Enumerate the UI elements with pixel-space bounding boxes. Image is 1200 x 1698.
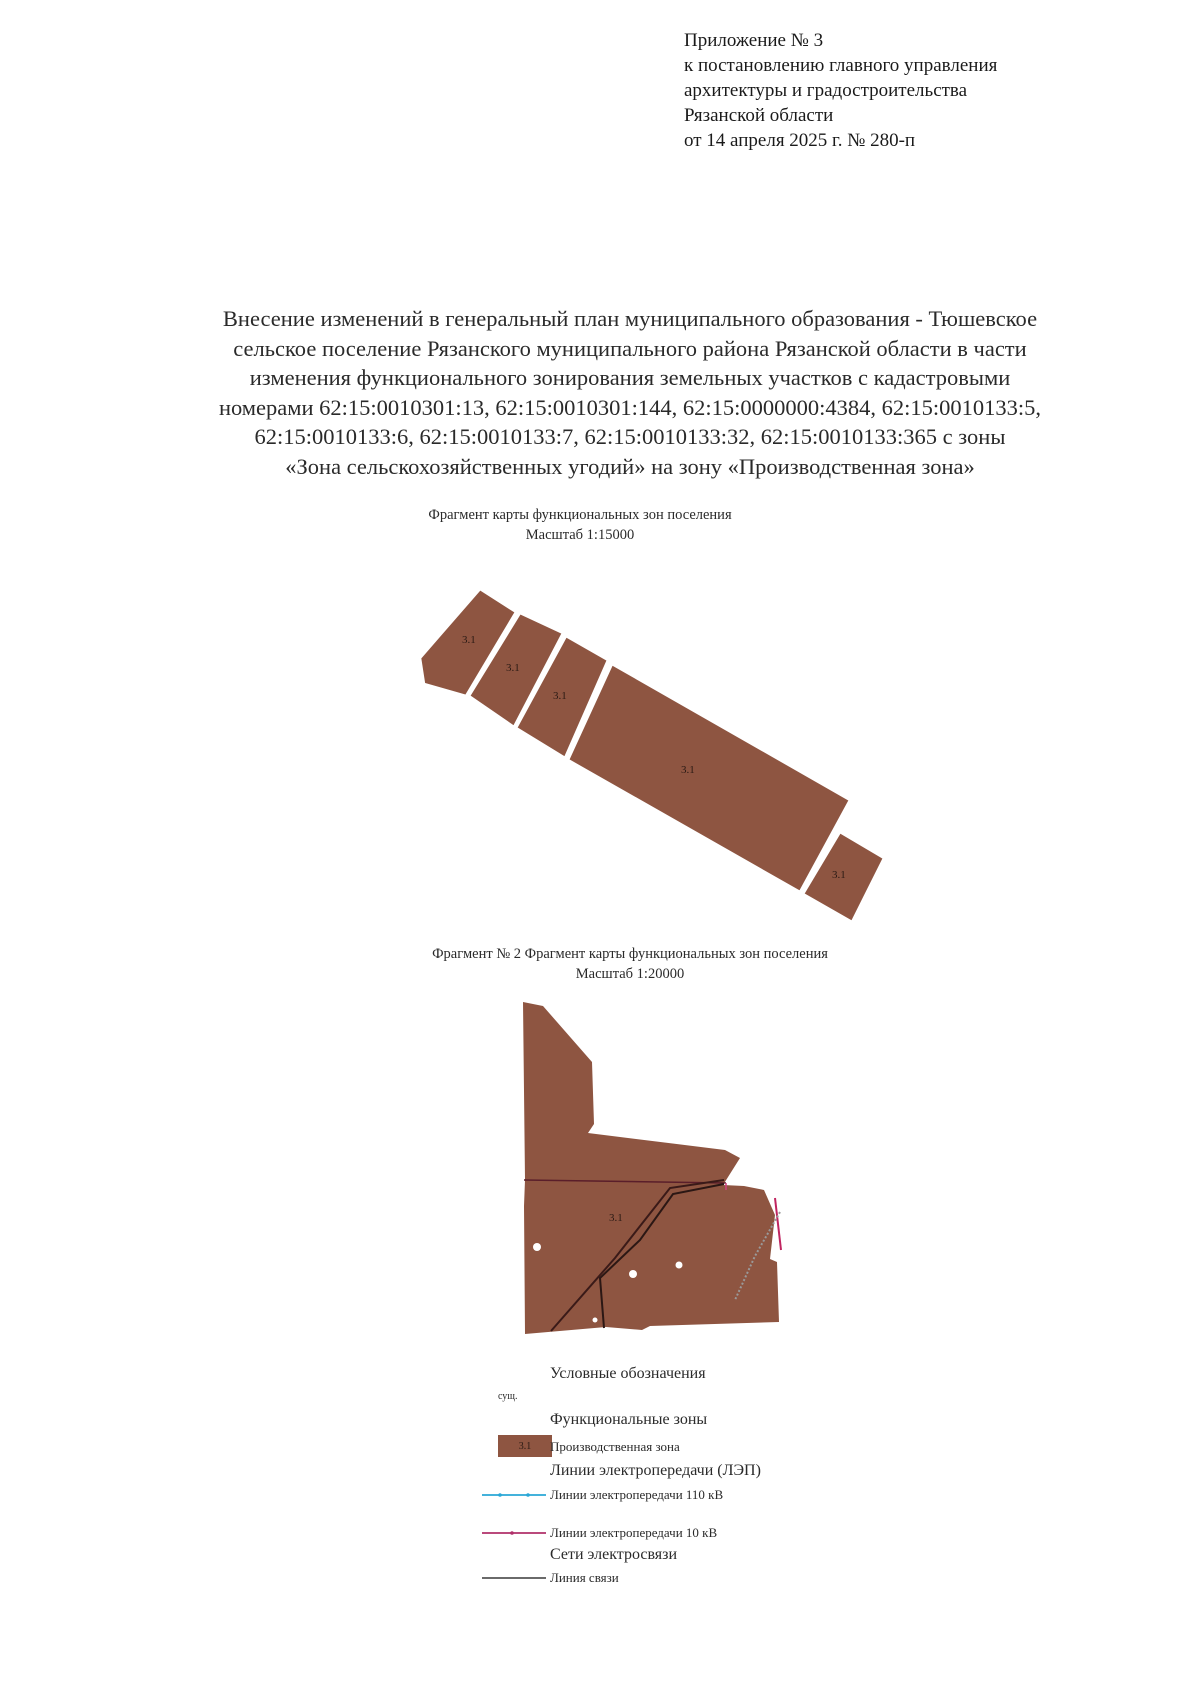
zone-label: 3.1 [832, 869, 846, 881]
legend-zone-swatch [498, 1435, 552, 1457]
legend-zone-name: Производственная зона [550, 1439, 680, 1454]
title-line: 62:15:0010133:6, 62:15:0010133:7, 62:15:0010133:32, 62:15:0010133:365 с зоны [254, 424, 1006, 449]
title-line: сельское поселение Рязанского муниципального района Рязанской области в части [233, 335, 1027, 361]
legend-comm-line-symbol [480, 1573, 550, 1583]
title-line: изменения функционального зонирования земельных участков с кадастровыми [249, 365, 1011, 390]
legend-existing-note: сущ. [498, 1391, 518, 1402]
zone-label: 3.1 [609, 1212, 623, 1224]
zone-parcel-4 [568, 664, 850, 892]
legend-line-110kv-symbol [480, 1490, 550, 1500]
power-line-10kv [775, 1198, 781, 1250]
legend-line-10kv: Линии электропередачи 10 кВ [550, 1525, 718, 1540]
enclave [629, 1270, 637, 1278]
appendix-line: архитектуры и градостроительства [684, 80, 968, 101]
legend-line-10kv-symbol [480, 1528, 550, 1538]
legend-power-lines-heading: Линии электропередачи (ЛЭП) [550, 1462, 761, 1479]
appendix-line: к постановлению главного управления [684, 55, 998, 76]
enclave [533, 1243, 541, 1251]
legend-comm-line: Линия связи [550, 1570, 619, 1585]
fragment1-parcels [420, 589, 884, 922]
appendix-line: Приложение № 3 [684, 30, 824, 51]
title-line: номерами 62:15:0010301:13, 62:15:0010301:144, 62:15:0000000:4384, 62:15:0010133:5, [218, 394, 1042, 420]
enclave [676, 1262, 683, 1269]
legend-line-110kv: Линии электропередачи 110 кВ [550, 1487, 724, 1502]
zone-label: 3.1 [462, 634, 476, 646]
fragment2-caption [380, 944, 880, 984]
title-line: Внесение изменений в генеральный план муниципального образования - Тюшевское [222, 306, 1038, 331]
zone-parcel-large [523, 1002, 779, 1334]
zone-label: 3.1 [506, 662, 520, 674]
legend-swatch-label: 3.1 [518, 1440, 532, 1452]
fragment2-title: Фрагмент № 2 Фрагмент карты функциональных зон поселения [432, 946, 828, 962]
enclave [593, 1318, 598, 1323]
fragment1-scale: Масштаб 1:15000 [525, 527, 635, 543]
appendix-line: от 14 апреля 2025 г. № 280-п [684, 130, 916, 151]
fragment2-parcels [523, 1002, 779, 1334]
zone-label: 3.1 [553, 690, 567, 702]
legend-title: Условные обозначения [550, 1365, 706, 1382]
appendix-line: Рязанской области [684, 105, 834, 126]
zone-label: 3.1 [681, 764, 695, 776]
legend-telecom-heading: Сети электросвязи [550, 1546, 678, 1563]
legend-functional-zones-heading: Функциональные зоны [550, 1411, 708, 1428]
fragment1-title: Фрагмент карты функциональных зон поселения [428, 507, 732, 523]
title-line: «Зона сельскохозяйственных угодий» на зону «Производственная зона» [285, 453, 975, 479]
fragment2-scale: Масштаб 1:20000 [575, 966, 685, 982]
